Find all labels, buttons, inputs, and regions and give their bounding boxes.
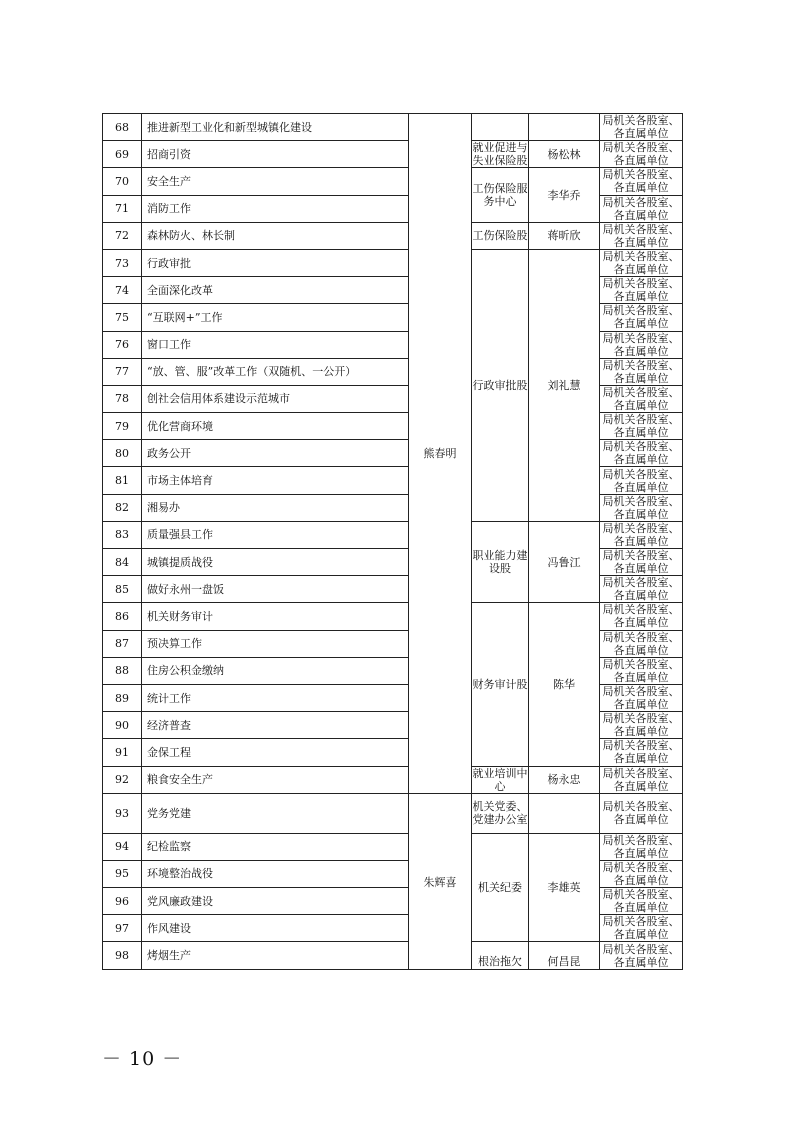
table-row xyxy=(103,249,683,276)
task-item: 消防工作 xyxy=(142,195,409,222)
person-cell: 陈华 xyxy=(529,603,600,766)
row-number: 75 xyxy=(103,304,142,331)
table-row xyxy=(103,942,683,969)
task-item: 市场主体培育 xyxy=(142,467,409,494)
task-item: 全面深化改革 xyxy=(142,277,409,304)
task-item: 政务公开 xyxy=(142,440,409,467)
row-number: 94 xyxy=(103,833,142,860)
person-cell: 何昌昆 xyxy=(529,942,600,969)
coop-cell: 局机关各股室、各直属单位 xyxy=(600,942,683,969)
coop-cell: 局机关各股室、各直属单位 xyxy=(600,657,683,684)
coop-cell: 局机关各股室、各直属单位 xyxy=(600,331,683,358)
row-number: 93 xyxy=(103,793,142,833)
dept-cell: 就业培训中心 xyxy=(472,766,528,793)
row-number: 90 xyxy=(103,712,142,739)
row-number: 78 xyxy=(103,385,142,412)
row-number: 95 xyxy=(103,860,142,887)
row-number: 87 xyxy=(103,630,142,657)
task-item: 创社会信用体系建设示范城市 xyxy=(142,385,409,412)
row-number: 71 xyxy=(103,195,142,222)
task-item: 窗口工作 xyxy=(142,331,409,358)
person-cell: 李雄英 xyxy=(529,833,600,942)
coop-cell: 局机关各股室、各直属单位 xyxy=(600,467,683,494)
task-item: 作风建设 xyxy=(142,915,409,942)
task-item: 烤烟生产 xyxy=(142,942,409,969)
task-item: 党务党建 xyxy=(142,793,409,833)
row-number: 76 xyxy=(103,331,142,358)
coop-cell: 局机关各股室、各直属单位 xyxy=(600,168,683,195)
task-item: 纪检监察 xyxy=(142,833,409,860)
coop-cell: 局机关各股室、各直属单位 xyxy=(600,440,683,467)
row-number: 81 xyxy=(103,467,142,494)
coop-cell: 局机关各股室、各直属单位 xyxy=(600,222,683,249)
coop-cell: 局机关各股室、各直属单位 xyxy=(600,739,683,766)
coop-cell: 局机关各股室、各直属单位 xyxy=(600,576,683,603)
task-item: 统计工作 xyxy=(142,684,409,711)
row-number: 92 xyxy=(103,766,142,793)
task-item: 优化营商环境 xyxy=(142,413,409,440)
person-cell: 李华乔 xyxy=(529,168,600,222)
person-cell xyxy=(529,114,600,141)
row-number: 72 xyxy=(103,222,142,249)
row-number: 85 xyxy=(103,576,142,603)
table-row xyxy=(103,222,683,249)
dept-cell xyxy=(472,114,529,141)
task-item: 质量强县工作 xyxy=(142,521,409,548)
coop-cell: 局机关各股室、各直属单位 xyxy=(600,114,683,141)
task-item: 党风廉政建设 xyxy=(142,888,409,915)
row-number: 98 xyxy=(103,942,142,969)
coop-cell: 局机关各股室、各直属单位 xyxy=(600,413,683,440)
person-cell: 杨松林 xyxy=(529,141,600,168)
table-row xyxy=(103,603,683,630)
coop-cell: 局机关各股室、各直属单位 xyxy=(600,630,683,657)
row-number: 97 xyxy=(103,915,142,942)
leader-cell: 朱辉喜 xyxy=(409,793,472,969)
row-number: 73 xyxy=(103,249,142,276)
dept-cell: 机关党委、党建办公室 xyxy=(472,793,529,833)
row-number: 79 xyxy=(103,413,142,440)
task-item: 粮食安全生产 xyxy=(142,766,409,793)
row-number: 96 xyxy=(103,888,142,915)
coop-cell: 局机关各股室、各直属单位 xyxy=(600,358,683,385)
task-item: 森林防火、林长制 xyxy=(142,222,409,249)
task-item: 安全生产 xyxy=(142,168,409,195)
task-item: 行政审批 xyxy=(142,249,409,276)
task-item: 招商引资 xyxy=(142,141,409,168)
coop-cell: 局机关各股室、各直属单位 xyxy=(600,195,683,222)
dept-cell: 职业能力建设股 xyxy=(472,521,529,603)
coop-cell: 局机关各股室、各直属单位 xyxy=(600,684,683,711)
row-number: 86 xyxy=(103,603,142,630)
coop-cell: 局机关各股室、各直属单位 xyxy=(600,766,683,793)
row-number: 84 xyxy=(103,549,142,576)
task-item: “放、管、服”改革工作（双随机、一公开） xyxy=(142,358,409,385)
row-number: 77 xyxy=(103,358,142,385)
page-number: － 10 － xyxy=(102,1048,183,1070)
coop-cell: 局机关各股室、各直属单位 xyxy=(600,141,683,168)
task-item: 推进新型工业化和新型城镇化建设 xyxy=(142,114,409,141)
row-number: 89 xyxy=(103,684,142,711)
dept-cell: 就业促进与失业保险股 xyxy=(472,141,528,168)
task-item: 住房公积金缴纳 xyxy=(142,657,409,684)
coop-cell: 局机关各股室、各直属单位 xyxy=(600,549,683,576)
row-number: 74 xyxy=(103,277,142,304)
dept-cell: 行政审批股 xyxy=(472,249,529,521)
task-item: 做好永州一盘饭 xyxy=(142,576,409,603)
coop-cell: 局机关各股室、各直属单位 xyxy=(600,494,683,521)
task-item: 经济普查 xyxy=(142,712,409,739)
person-cell: 冯鲁江 xyxy=(529,521,600,603)
row-number: 82 xyxy=(103,494,142,521)
coop-cell: 局机关各股室、各直属单位 xyxy=(600,603,683,630)
row-number: 68 xyxy=(103,114,142,141)
coop-cell: 局机关各股室、各直属单位 xyxy=(600,521,683,548)
coop-cell: 局机关各股室、各直属单位 xyxy=(600,833,683,860)
task-item: 环境整治战役 xyxy=(142,860,409,887)
coop-cell: 局机关各股室、各直属单位 xyxy=(600,793,683,833)
person-cell: 杨永忠 xyxy=(529,766,600,793)
person-cell: 刘礼慧 xyxy=(529,249,600,521)
table-row xyxy=(103,766,683,793)
person-cell xyxy=(529,793,600,833)
dept-cell: 机关纪委 xyxy=(472,833,529,942)
dept-cell: 工伤保险服务中心 xyxy=(472,168,529,222)
coop-cell: 局机关各股室、各直属单位 xyxy=(600,304,683,331)
row-number: 91 xyxy=(103,739,142,766)
row-number: 70 xyxy=(103,168,142,195)
person-cell: 蒋昕欣 xyxy=(529,222,600,249)
coop-cell: 局机关各股室、各直属单位 xyxy=(600,888,683,915)
table-row xyxy=(103,141,683,168)
dept-cell: 根治拖欠 xyxy=(472,942,529,969)
task-item: “互联网+”工作 xyxy=(142,304,409,331)
task-item: 预决算工作 xyxy=(142,630,409,657)
row-number: 83 xyxy=(103,521,142,548)
coop-cell: 局机关各股室、各直属单位 xyxy=(600,277,683,304)
coop-cell: 局机关各股室、各直属单位 xyxy=(600,915,683,942)
row-number: 88 xyxy=(103,657,142,684)
coop-cell: 局机关各股室、各直属单位 xyxy=(600,860,683,887)
task-item: 金保工程 xyxy=(142,739,409,766)
coop-cell: 局机关各股室、各直属单位 xyxy=(600,385,683,412)
table-row xyxy=(103,168,683,195)
coop-cell: 局机关各股室、各直属单位 xyxy=(600,712,683,739)
row-number: 80 xyxy=(103,440,142,467)
responsibility-table xyxy=(102,113,683,970)
table-row xyxy=(103,793,683,833)
dept-cell: 工伤保险股 xyxy=(472,222,529,249)
leader-cell: 熊春明 xyxy=(409,114,472,794)
task-item: 机关财务审计 xyxy=(142,603,409,630)
coop-cell: 局机关各股室、各直属单位 xyxy=(600,249,683,276)
dept-cell: 财务审计股 xyxy=(472,603,529,766)
table-row xyxy=(103,521,683,548)
row-number: 69 xyxy=(103,141,142,168)
table-row xyxy=(103,833,683,860)
task-item: 湘易办 xyxy=(142,494,409,521)
table-row xyxy=(103,114,683,141)
task-item: 城镇提质战役 xyxy=(142,549,409,576)
